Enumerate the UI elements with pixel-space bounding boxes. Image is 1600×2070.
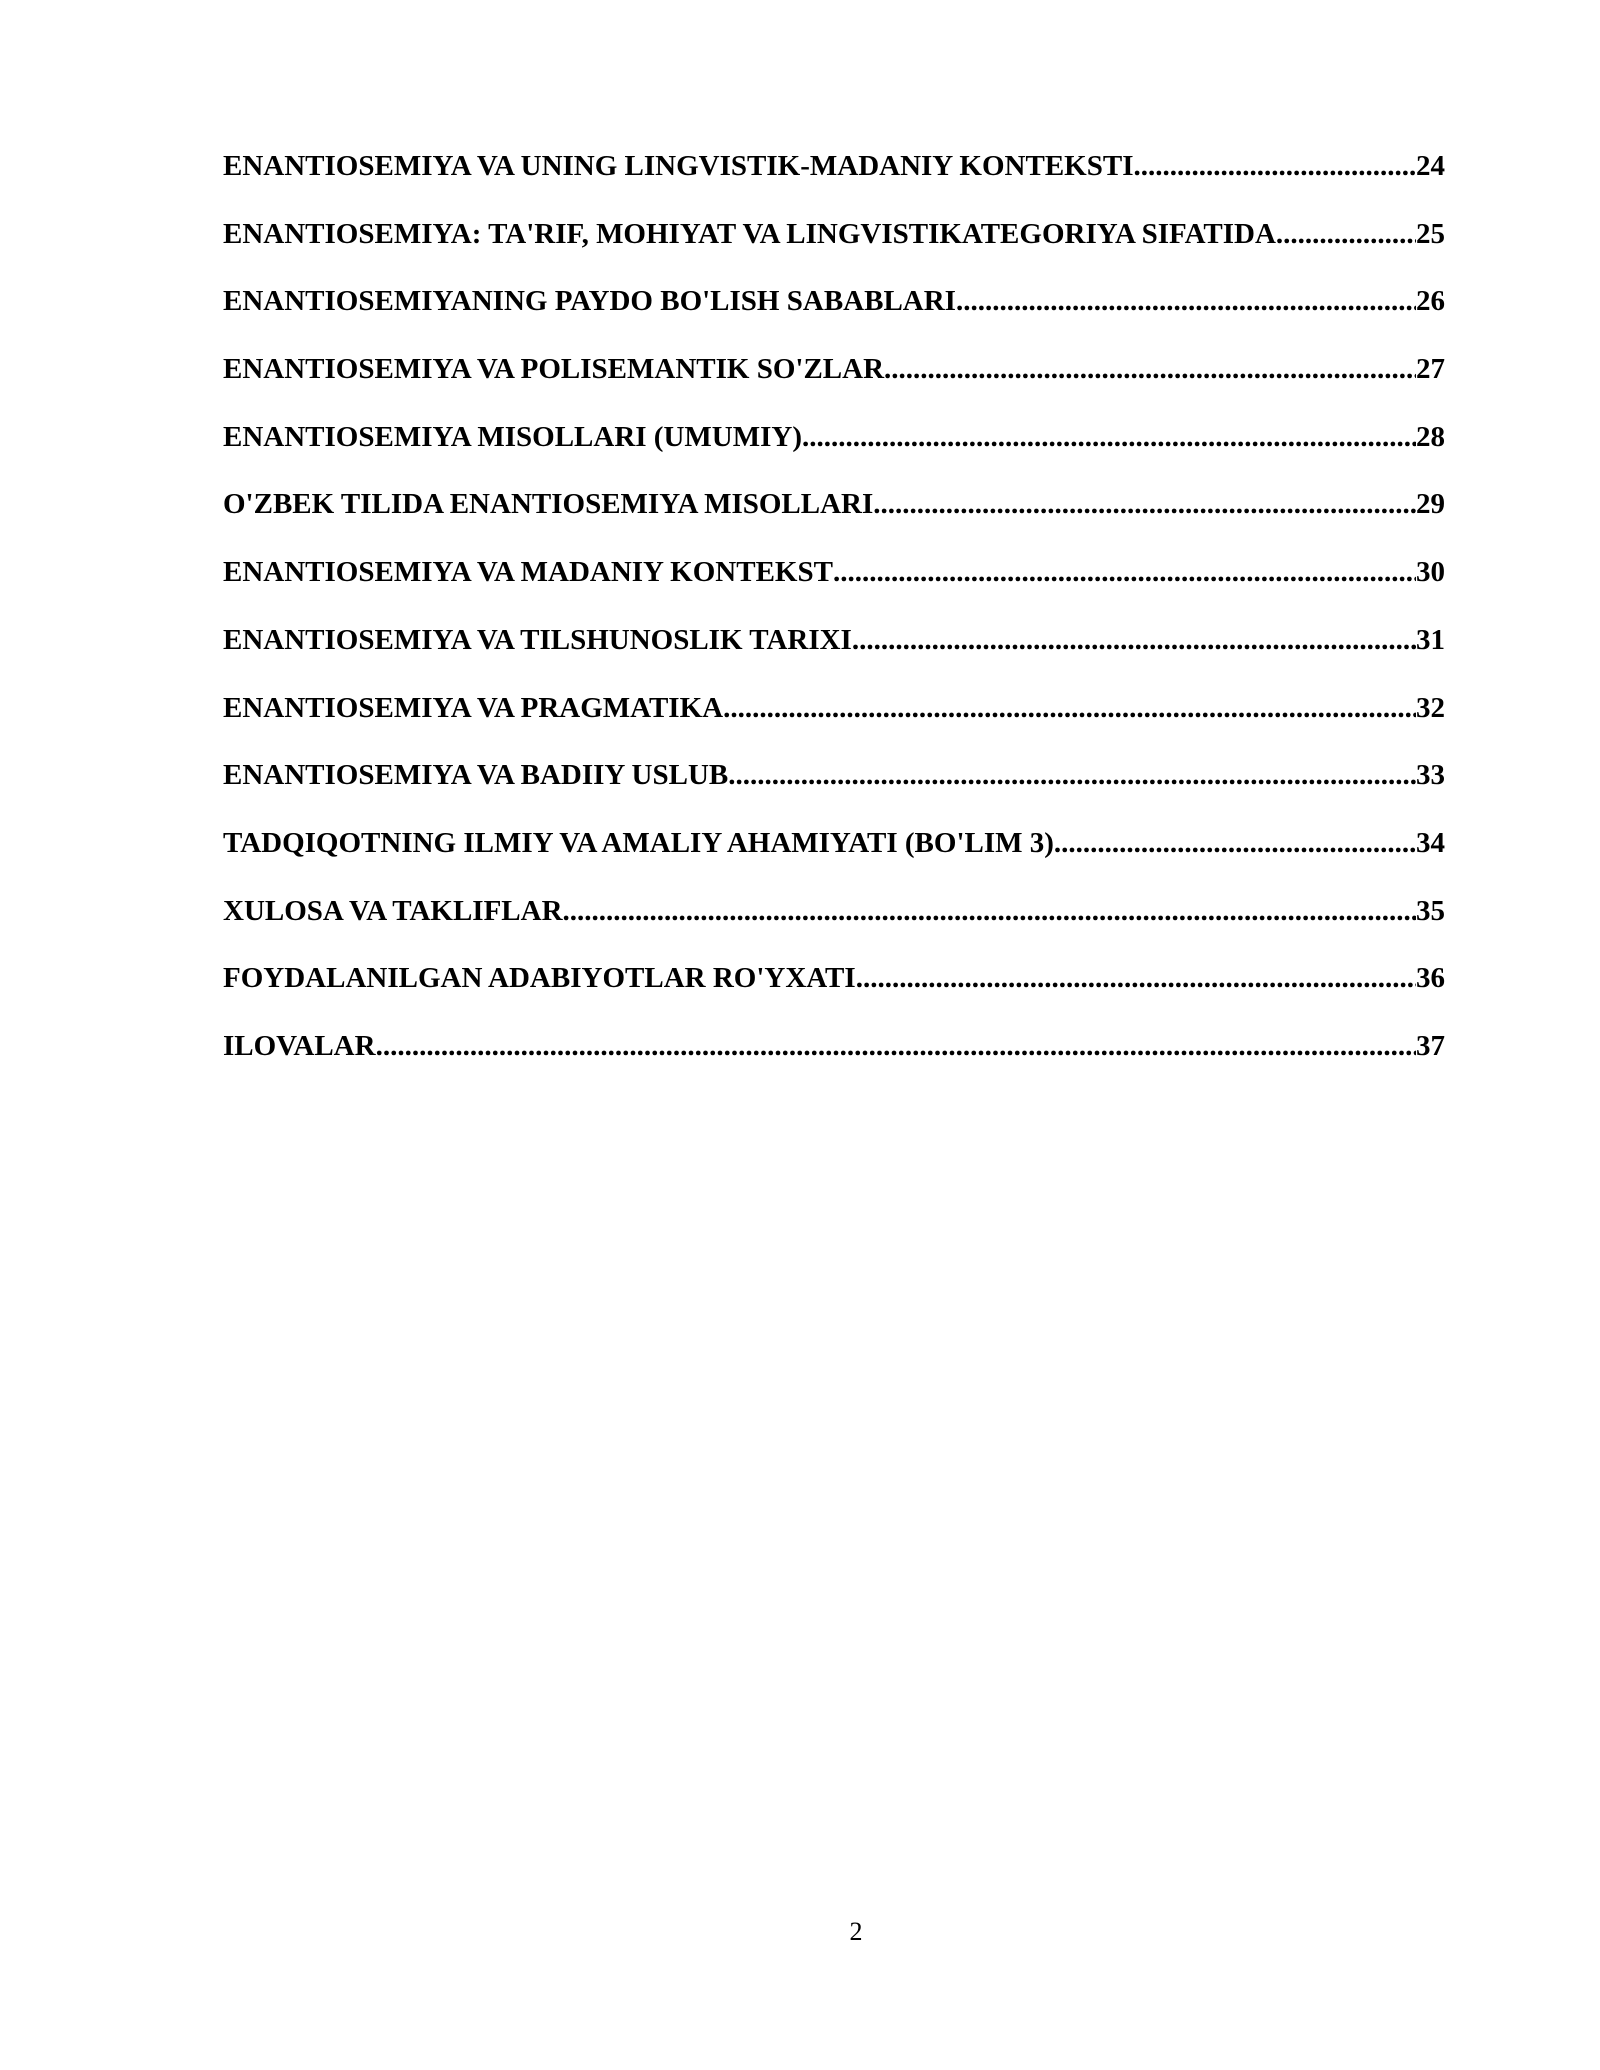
toc-entry-title: ENANTIOSEMIYA VA TILSHUNOSLIK TARIXI xyxy=(223,623,852,656)
toc-entry-title: ENANTIOSEMIYA VA MADANIY KONTEKST xyxy=(223,556,833,589)
toc-entry[interactable] xyxy=(223,548,1445,616)
toc-dot-leader xyxy=(884,345,1416,393)
toc-dot-leader xyxy=(563,887,1416,935)
toc-entry-title: ENANTIOSEMIYA MISOLLARI (UMUMIY) xyxy=(223,420,802,453)
toc-entry-page: 27 xyxy=(1416,353,1445,386)
toc-entry-title: ENANTIOSEMIYA VA UNING LINGVISTIK-MADANIY KONTEKSTI xyxy=(223,150,1134,182)
toc-entry-title: ENANTIOSEMIYA VA BADIIY USLUB xyxy=(223,759,729,792)
toc-entry-page: 37 xyxy=(1416,1029,1445,1062)
toc-dot-leader xyxy=(956,277,1416,325)
toc-entry-page: 31 xyxy=(1416,623,1445,656)
toc-entry[interactable] xyxy=(223,142,1445,210)
toc-entry[interactable] xyxy=(223,277,1445,345)
toc-entry-page: 34 xyxy=(1416,826,1445,859)
toc-entry[interactable] xyxy=(223,819,1445,887)
toc-entry[interactable] xyxy=(223,413,1445,481)
toc-entry[interactable] xyxy=(223,887,1445,955)
toc-entry-page: 35 xyxy=(1416,894,1445,927)
toc-entry-page: 32 xyxy=(1416,691,1445,724)
toc-entry-page: 28 xyxy=(1416,420,1445,453)
toc-entry-page: 24 xyxy=(1416,150,1445,182)
toc-entry-title: XULOSA VA TAKLIFLAR xyxy=(223,894,563,927)
toc-entry-title: O'ZBEK TILIDA ENANTIOSEMIYA MISOLLARI xyxy=(223,488,874,521)
toc-entry-title: TADQIQOTNING ILMIY VA AMALIY AHAMIYATI (BO'LIM 3) xyxy=(223,826,1054,859)
toc-dot-leader xyxy=(856,954,1416,1002)
toc-dot-leader xyxy=(1283,210,1416,258)
toc-entry[interactable] xyxy=(223,684,1445,752)
toc-entry[interactable] xyxy=(223,345,1445,413)
toc-dot-leader xyxy=(1054,819,1416,867)
toc-entry-page: 33 xyxy=(1416,759,1445,792)
toc-entry-title: FOYDALANILGAN ADABIYOTLAR RO'YXATI xyxy=(223,962,856,995)
toc-entry-page: 36 xyxy=(1416,962,1445,995)
table-of-contents xyxy=(223,142,1445,1090)
toc-entry[interactable] xyxy=(223,751,1445,819)
toc-dot-leader xyxy=(852,616,1416,664)
toc-entry[interactable] xyxy=(223,1022,1445,1090)
toc-dot-leader xyxy=(376,1022,1416,1070)
toc-entry[interactable] xyxy=(223,480,1445,548)
toc-entry-title: ENANTIOSEMIYA VA PRAGMATIKA xyxy=(223,691,724,724)
toc-dot-leader xyxy=(802,413,1416,461)
toc-entry-page: 25 xyxy=(1416,217,1445,250)
toc-dot-leader xyxy=(728,751,1416,799)
toc-entry-title: ILOVALAR xyxy=(223,1029,376,1062)
toc-entry-page: 26 xyxy=(1416,285,1445,318)
toc-entry-page: 29 xyxy=(1416,488,1445,521)
toc-dot-leader xyxy=(873,480,1416,528)
toc-dot-leader xyxy=(833,548,1416,596)
toc-dot-leader xyxy=(723,684,1416,732)
toc-entry-title: ENANTIOSEMIYA: TA'RIF, MOHIYAT VA LINGVISTIKATEGORIYA SIFATIDA. xyxy=(223,217,1284,250)
toc-dot-leader xyxy=(1133,142,1416,190)
toc-entry[interactable] xyxy=(223,210,1445,278)
toc-entry-title: ENANTIOSEMIYA VA POLISEMANTIK SO'ZLAR xyxy=(223,353,885,386)
toc-entry[interactable] xyxy=(223,616,1445,684)
toc-entry-title: ENANTIOSEMIYANING PAYDO BO'LISH SABABLARI xyxy=(223,285,956,318)
toc-entry-page: 30 xyxy=(1416,556,1445,589)
toc-entry[interactable] xyxy=(223,954,1445,1022)
page-number: 2 xyxy=(849,1917,863,1946)
